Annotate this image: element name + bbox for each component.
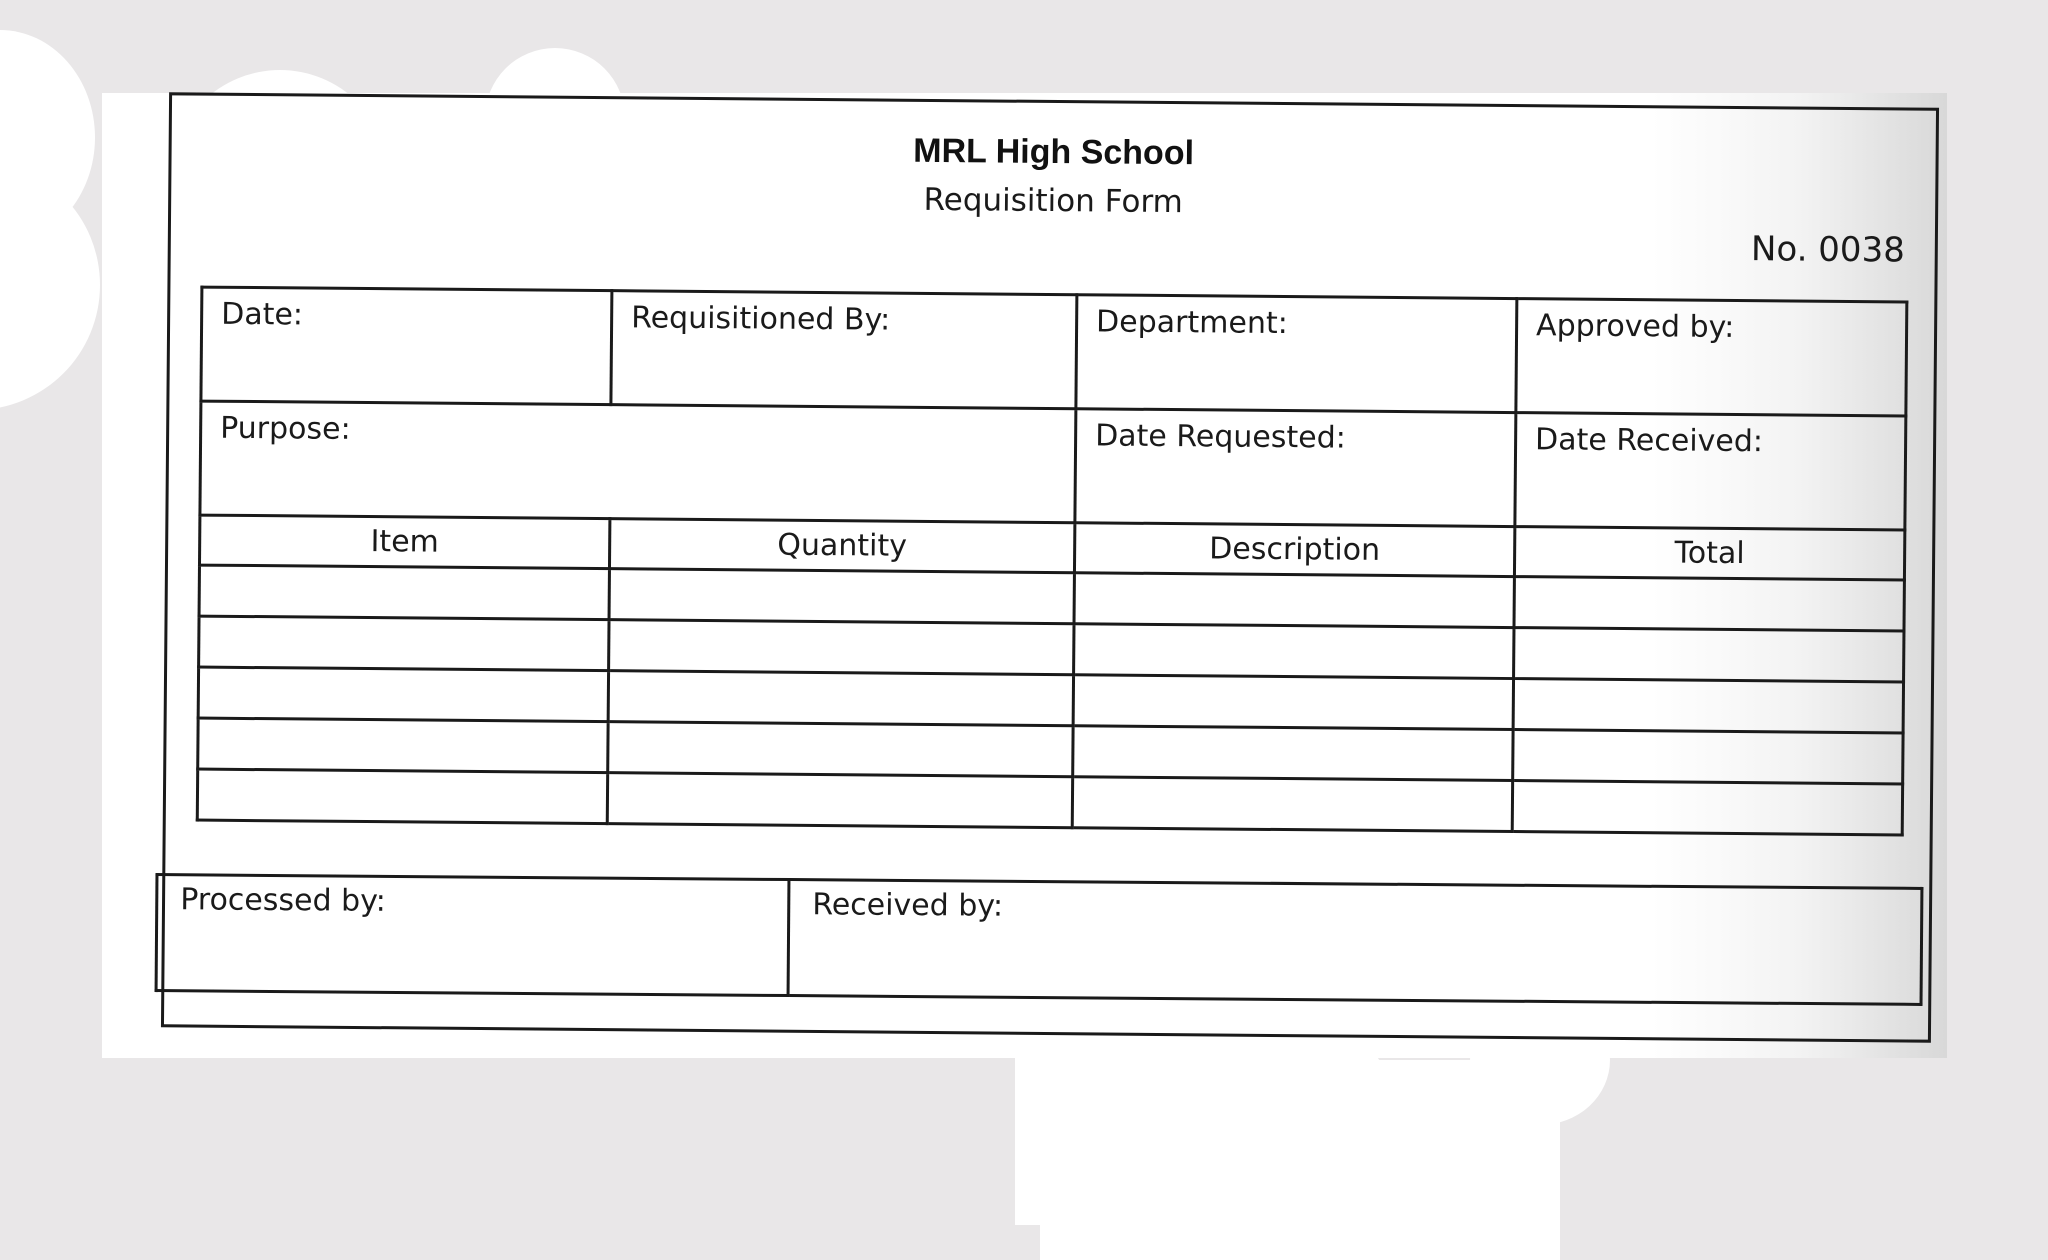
item-cell[interactable] [199,565,609,620]
info-row [200,401,1906,530]
approved-by-field[interactable] [1516,299,1907,416]
background-shape [0,160,100,410]
processed-by-field[interactable] [156,875,789,996]
purpose-label: Purpose: [220,410,351,447]
department-label: Department: [1095,304,1288,342]
item-cell[interactable] [198,718,608,773]
department-field[interactable] [1076,295,1517,413]
date-received-field[interactable] [1515,413,1906,530]
item-cell[interactable] [197,769,607,824]
requisitioned-by-label: Requisitioned By: [631,300,891,338]
quantity-cell[interactable] [608,722,1073,777]
description-cell[interactable] [1073,675,1513,730]
date-label: Date: [221,296,304,333]
form-title: Requisition Form [923,181,1183,221]
approved-by-label: Approved by: [1535,308,1735,345]
column-header-description: Description [1074,523,1514,577]
description-cell[interactable] [1072,777,1512,832]
total-cell[interactable] [1514,628,1904,682]
column-header-total: Total [1514,527,1904,580]
description-cell[interactable] [1074,573,1514,628]
quantity-cell[interactable] [608,671,1073,726]
quantity-cell[interactable] [609,620,1074,675]
description-cell[interactable] [1074,624,1514,679]
date-requested-field[interactable] [1075,409,1516,527]
description-cell[interactable] [1073,726,1513,781]
item-cell[interactable] [199,616,609,671]
total-cell[interactable] [1513,730,1903,784]
school-name: MRL High School [913,131,1195,173]
processed-by-label: Processed by: [180,882,386,919]
total-cell[interactable] [1514,577,1904,631]
form-number: No. 0038 [1750,229,1905,271]
info-row [201,287,1907,416]
date-field[interactable] [201,287,612,405]
column-header-item: Item [199,515,609,569]
date-requested-label: Date Requested: [1094,418,1347,456]
received-by-label: Received by: [812,887,1004,924]
date-received-label: Date Received: [1534,422,1764,460]
requisition-table [196,286,1909,837]
purpose-field[interactable] [200,401,1076,523]
signoff-table [155,873,1924,1006]
received-by-field[interactable] [788,880,1922,1005]
column-header-quantity: Quantity [609,519,1074,573]
total-cell[interactable] [1513,679,1903,733]
item-cell[interactable] [198,667,608,722]
total-cell[interactable] [1512,781,1902,835]
requisitioned-by-field[interactable] [611,291,1077,409]
quantity-cell[interactable] [607,773,1072,828]
quantity-cell[interactable] [609,569,1074,624]
